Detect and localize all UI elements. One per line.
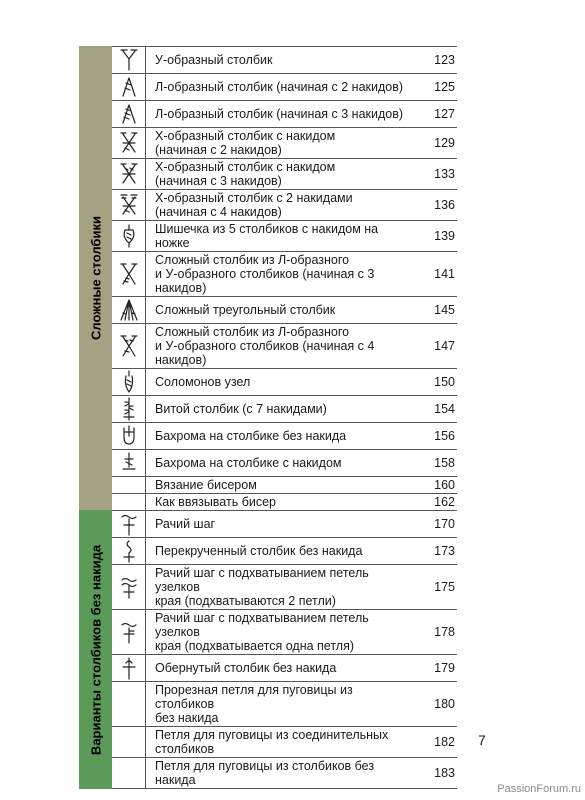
entry-title: Х-образный столбик с накидом (начиная с 2 накидов) <box>155 129 336 157</box>
toc-entry <box>112 127 457 158</box>
section-title: Сложные столбики <box>88 216 103 340</box>
toc-entry <box>112 493 457 510</box>
x-stitch-4-icon <box>112 190 146 220</box>
entry-page: 154 <box>434 402 455 416</box>
entry-page: 158 <box>434 456 455 470</box>
entry-page: 178 <box>434 625 455 639</box>
toc-entry <box>112 296 457 323</box>
entry-title: Бахрома на столбике с накидом <box>155 456 342 470</box>
page-number: 7 <box>478 732 486 748</box>
crab-one-loop-icon <box>112 610 146 654</box>
bobble-stitch-icon <box>112 221 146 251</box>
entry-title: Петля для пуговицы из соединительных столбиков <box>155 728 389 756</box>
entry-title: Прорезная петля для пуговицы из столбиков без накида <box>155 683 353 725</box>
entry-title: Бахрома на столбике без накида <box>155 429 347 443</box>
entry-page: 173 <box>434 544 455 558</box>
twisted-stitch-icon <box>112 396 146 422</box>
toc-entry <box>112 537 457 564</box>
symbol-cell <box>112 727 146 757</box>
entry-title: Соломонов узел <box>155 375 251 389</box>
entry-title: У-образный столбик <box>155 53 273 67</box>
symbol-cell <box>112 758 146 788</box>
x-stitch-2-icon <box>112 128 146 158</box>
symbol-cell <box>112 494 146 510</box>
toc-entry <box>112 609 457 654</box>
crab-two-loops-icon <box>112 565 146 609</box>
entry-title: Рачий шаг с подхватыванием петель узелков края (подхватывается одна петля) <box>155 611 369 653</box>
entry-page: 133 <box>434 167 455 181</box>
section-side-bar <box>79 510 112 789</box>
twisted-sc-icon <box>112 538 146 564</box>
triangle-stitch-icon <box>112 297 146 323</box>
entry-page: 179 <box>434 661 455 675</box>
entry-page: 156 <box>434 429 455 443</box>
lambda-stitch-2-icon <box>112 74 146 100</box>
entry-title: Витой столбик (с 7 накидами) <box>155 402 327 416</box>
toc-entry <box>112 158 457 189</box>
toc-entry <box>112 189 457 220</box>
entry-title: Сложный столбик из Л-образного и У-образного столбиков (начиная с 4 накидов) <box>155 325 375 367</box>
entry-title: Шишечка из 5 столбиков с накидом на ножке <box>155 222 379 250</box>
entry-page: 170 <box>434 517 455 531</box>
entry-title: Х-образный столбик с 2 накидами (начиная с 4 накидов) <box>155 191 353 219</box>
toc-entry <box>112 100 457 127</box>
toc-entry <box>112 220 457 251</box>
lambda-y-combo-4-icon <box>112 324 146 368</box>
lambda-y-combo-3-icon <box>112 252 146 296</box>
toc-entry <box>112 368 457 395</box>
section-complex-stitches <box>79 46 457 510</box>
entry-page: 145 <box>434 303 455 317</box>
section-title: Варианты столбиков без накида <box>88 544 103 755</box>
toc-entry <box>112 654 457 681</box>
solomon-knot-icon <box>112 369 146 395</box>
entry-page: 136 <box>434 198 455 212</box>
toc-entry <box>112 510 457 537</box>
entry-title: Как ввязывать бисер <box>155 495 276 509</box>
entry-title: Перекрученный столбик без накида <box>155 544 363 558</box>
entry-page: 139 <box>434 229 455 243</box>
entry-title: Л-образный столбик (начиная с 3 накидов) <box>155 107 404 121</box>
toc-entry <box>112 422 457 449</box>
x-stitch-3-icon <box>112 159 146 189</box>
entry-page: 127 <box>434 107 455 121</box>
entry-title: Сложный треугольный столбик <box>155 303 336 317</box>
entry-page: 175 <box>434 580 455 594</box>
entry-page: 150 <box>434 375 455 389</box>
y-stitch-icon <box>112 47 146 73</box>
watermark-text: PassionForum.ru <box>497 783 581 795</box>
lambda-stitch-3-icon <box>112 101 146 127</box>
toc-entry <box>112 46 457 73</box>
entry-page: 141 <box>434 267 455 281</box>
section-sc-variants <box>79 510 457 789</box>
entry-title: Рачий шаг с подхватыванием петель узелков края (подхватываются 2 петли) <box>155 566 369 608</box>
entry-page: 182 <box>434 735 455 749</box>
entry-title: Х-образный столбик с накидом (начиная с 3 накидов) <box>155 160 336 188</box>
toc-entry <box>112 449 457 476</box>
wrapped-sc-icon <box>112 655 146 681</box>
toc-entry <box>112 757 457 789</box>
toc-table <box>79 46 457 789</box>
fringe-dc-icon <box>112 450 146 476</box>
entry-page: 125 <box>434 80 455 94</box>
toc-entry <box>112 251 457 296</box>
entry-title: Рачий шаг <box>155 517 216 531</box>
entry-title: Петля для пуговицы из столбиков без накида <box>155 759 375 787</box>
entry-page: 160 <box>434 478 455 492</box>
crab-stitch-icon <box>112 511 146 537</box>
toc-entry <box>112 395 457 422</box>
toc-entry <box>112 73 457 100</box>
toc-entry <box>112 681 457 726</box>
entry-title: Вязание бисером <box>155 478 257 492</box>
entry-title: Сложный столбик из Л-образного и У-образного столбиков (начиная с 3 накидов) <box>155 253 375 295</box>
symbol-cell <box>112 682 146 726</box>
entry-page: 180 <box>434 697 455 711</box>
entry-page: 123 <box>434 53 455 67</box>
symbol-cell <box>112 477 146 493</box>
entry-title: Л-образный столбик (начиная с 2 накидов) <box>155 80 404 94</box>
toc-entry <box>112 564 457 609</box>
section-side-bar <box>79 46 112 510</box>
entry-page: 183 <box>434 766 455 780</box>
entry-page: 147 <box>434 339 455 353</box>
entry-page: 162 <box>434 495 455 509</box>
toc-entry <box>112 726 457 757</box>
entry-page: 129 <box>434 136 455 150</box>
entry-title: Обернутый столбик без накида <box>155 661 337 675</box>
toc-entry <box>112 476 457 493</box>
toc-entry <box>112 323 457 368</box>
fringe-sc-icon <box>112 423 146 449</box>
